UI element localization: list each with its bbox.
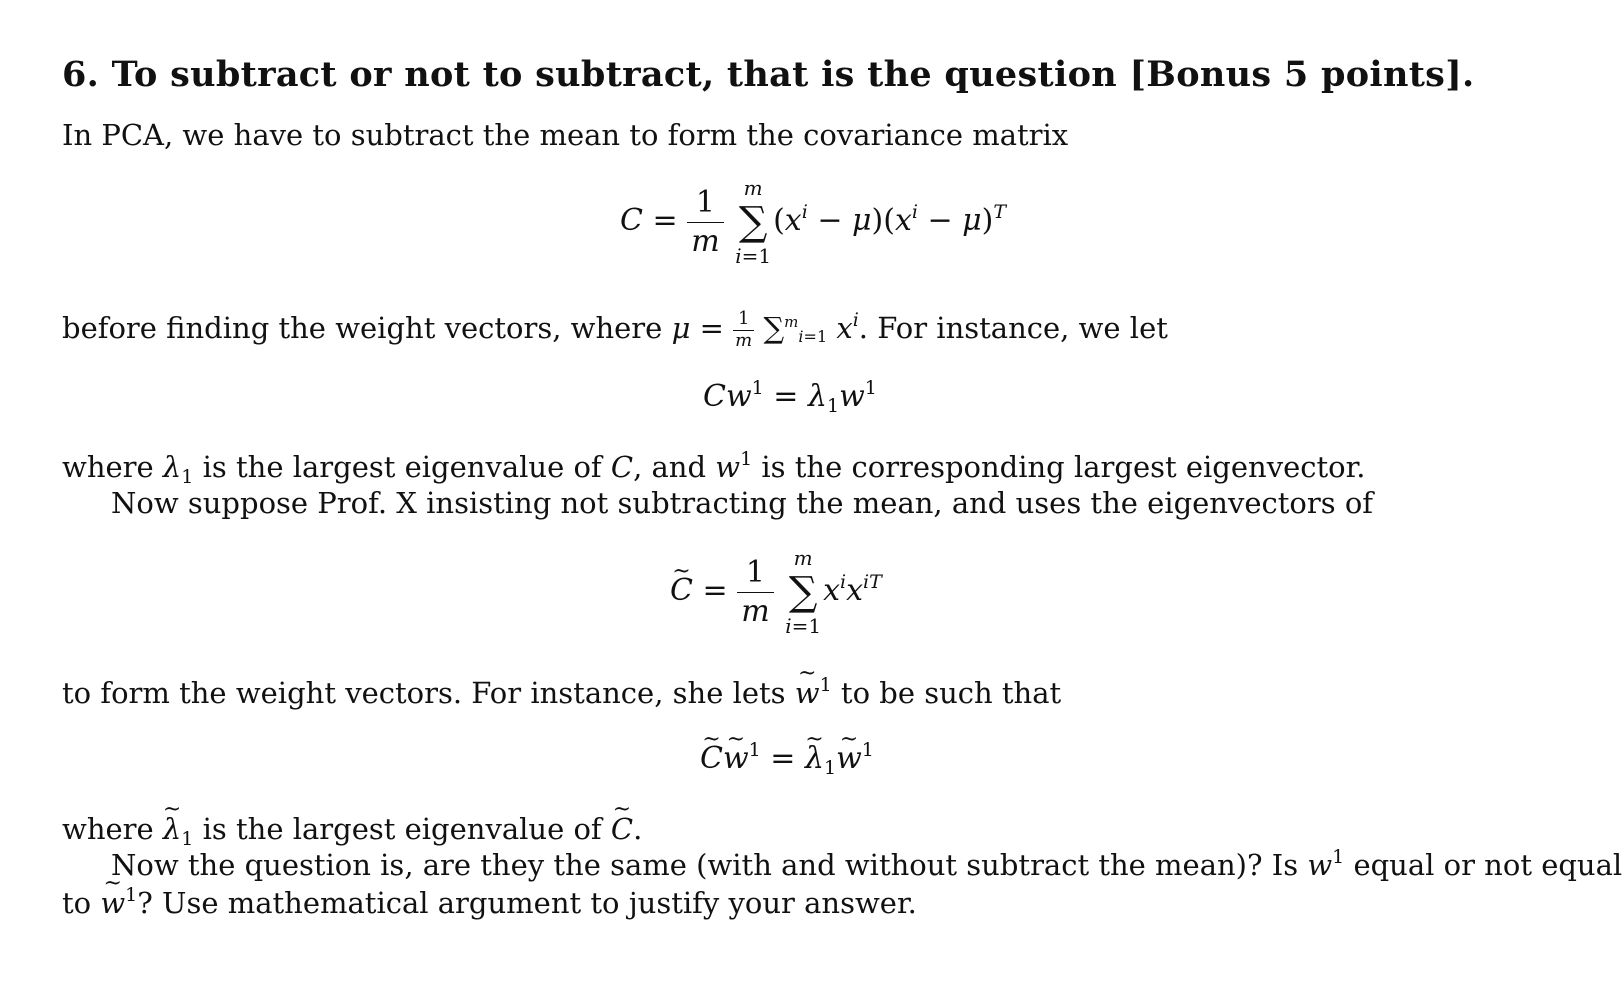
question-text-b: equal or not equal <box>1353 848 1623 882</box>
where-lambda-paragraph: where $\lambda_1$ is the largest eigenvalue of C, and $w^1$ is the corresponding largest eigenvector. <box>62 448 1366 488</box>
where-lambda-text-a: where <box>62 450 154 484</box>
where-tilde-text-a: where <box>62 812 154 846</box>
question-text-a: Now the question is, are they the same (with and without subtract the mean)? Is <box>111 848 1299 882</box>
where-tilde-paragraph: where ~ $\lambda_1$ is the largest eigenvalue of ~ C. <box>62 812 642 850</box>
problem-title: 6. To subtract or not to subtract, that is the question [Bonus 5 points]. <box>62 54 1475 95</box>
to-text-b: ? Use mathematical argument to justify your answer. <box>137 886 917 920</box>
equation-uncentered: ~ C = $\frac{1}{m}$ m ∑ i=1 $x^ix^{iT}$ <box>670 548 882 636</box>
where-lambda-text-b: is the largest eigenvalue of <box>202 450 602 484</box>
equation-eigen: $Cw^1 = \lambda_1w^1$ <box>703 377 877 417</box>
for-instance-text: . For instance, we let <box>858 311 1168 345</box>
where-lambda-text-d: is the corresponding largest eigenvector. <box>761 450 1366 484</box>
to-text-a: to <box>62 886 92 920</box>
equation-tilde-eigen: ~ C~ $w^1$ = ~ $\lambda_1\sim$ $w^1$ <box>700 742 874 779</box>
equation-covariance: C = $\frac{1}{m}$ m ∑ i=1 $(x^i - \mu)(x^i - \mu)^T$ <box>620 176 1007 268</box>
before-finding-paragraph <box>62 310 1168 350</box>
to-form-text-b: to be such that <box>840 676 1062 710</box>
now-suppose-paragraph: Now suppose Prof. X insisting not subtracting the mean, and uses the eigenvectors of <box>111 486 1374 520</box>
where-lambda-text-c: , and <box>633 450 707 484</box>
to-form-paragraph: to form the weight vectors. For instance, she lets ~ $w^1$ to be such that <box>62 676 1061 714</box>
to-form-text-a: to form the weight vectors. For instance, she lets <box>62 676 786 710</box>
where-tilde-text-b: is the largest eigenvalue of <box>202 812 602 846</box>
where-tilde-text-c: . <box>633 812 643 846</box>
question-paragraph: Now the question is, are they the same (with and without subtract the mean)? Is $w^1$ equal or not equal <box>111 846 1623 882</box>
question-continuation: to ~ $w^1$? Use mathematical argument to justify your answer. <box>62 886 917 924</box>
mean-definition: μ = $\frac{1}{m}$ ∑$^m$i=1 $x^i$ <box>671 308 859 351</box>
intro-paragraph: In PCA, we have to subtract the mean to form the covariance matrix <box>62 118 1069 152</box>
before-finding-text: before finding the weight vectors, where <box>62 311 663 345</box>
